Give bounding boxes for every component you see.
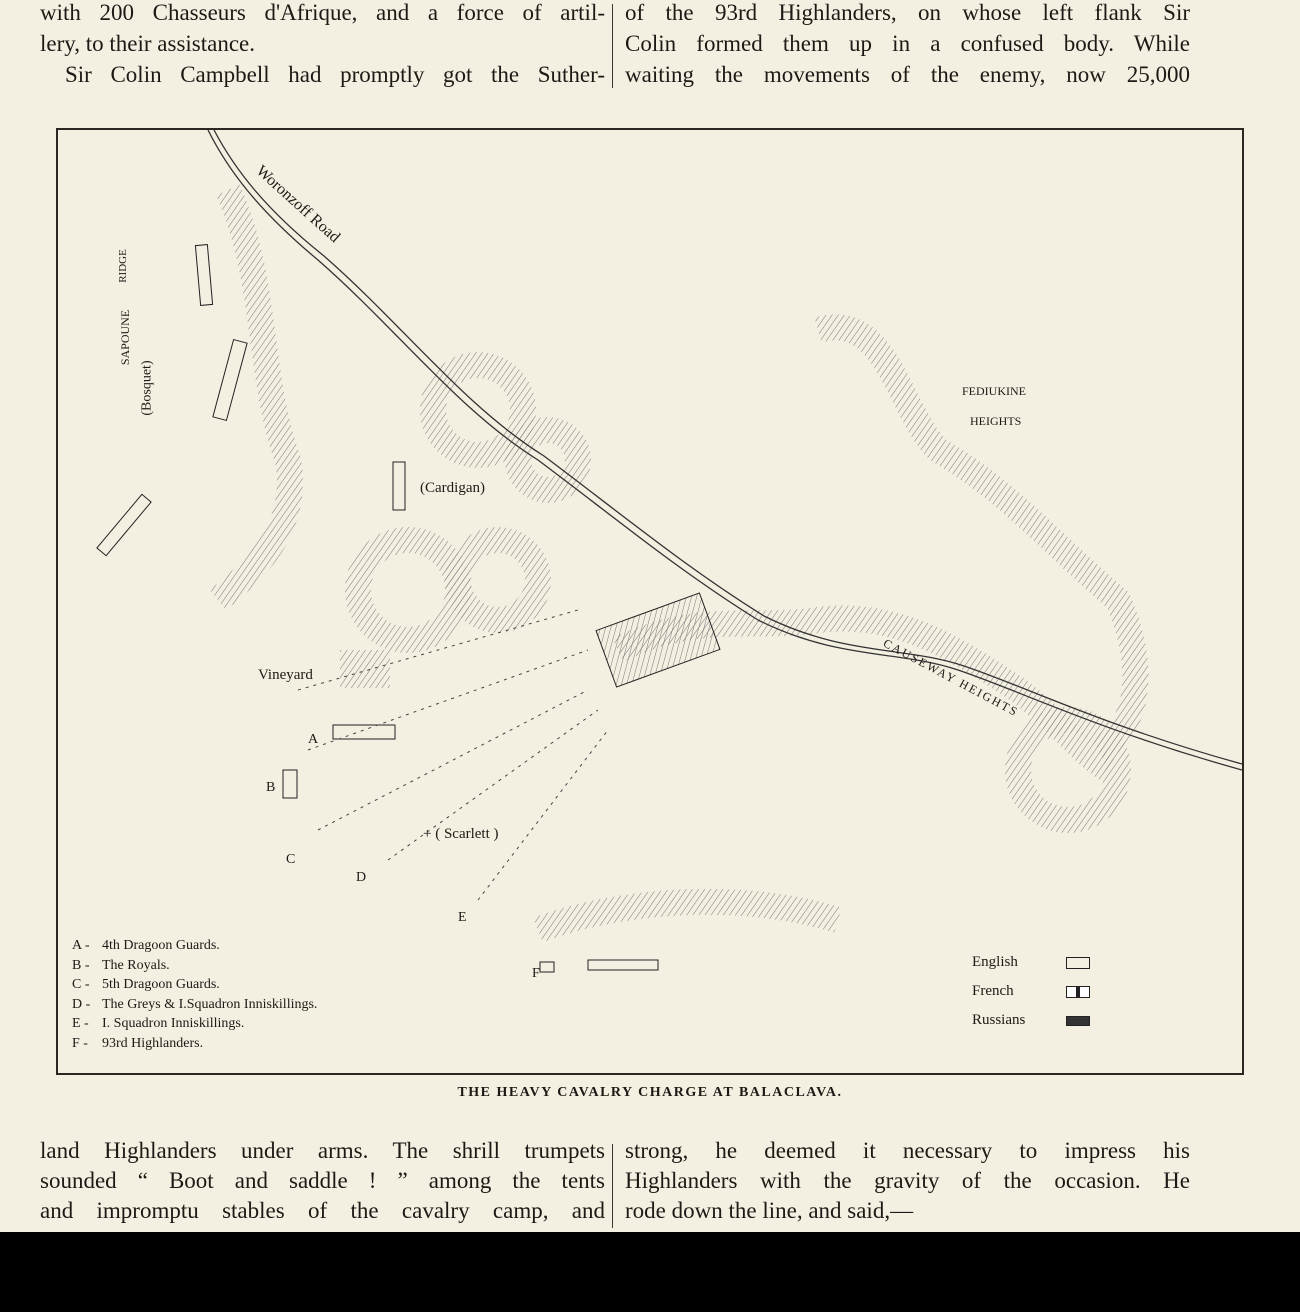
- text-line: of the 93rd Highlanders, on whose left flank Sir: [625, 0, 1190, 25]
- causeway-label: CAUSEWAY HEIGHTS: [880, 635, 1022, 720]
- legend-text: 5th Dragoon Guards.: [102, 977, 220, 992]
- top-left-column: [40, 0, 605, 90]
- legend-key: D -: [72, 996, 91, 1012]
- legend-row: [72, 936, 317, 956]
- symbol-key: [972, 948, 1090, 1035]
- bottom-left-column: [40, 1136, 605, 1226]
- legend-row: [72, 995, 317, 1015]
- legend-row: [72, 1034, 317, 1054]
- english-symbol-icon: [1066, 957, 1090, 969]
- marker-a: A: [308, 732, 319, 747]
- text-line: Sir Colin Campbell had promptly got the Suther-: [65, 62, 605, 87]
- sapoune-label: SAPOUNE: [118, 309, 133, 366]
- fediukine-label: FEDIUKINE: [962, 384, 1026, 398]
- ridge-label: RIDGE: [116, 249, 129, 283]
- column-divider: [612, 4, 613, 88]
- battle-map: [56, 128, 1244, 1075]
- map-drawing: [58, 130, 1242, 1073]
- legend-key: E -: [72, 1016, 89, 1031]
- legend-text: The Greys & I.Squadron Inniskillings.: [102, 996, 318, 1012]
- legend-text: The Royals.: [102, 957, 170, 973]
- text-line: strong, he deemed it necessary to impress his: [625, 1138, 1190, 1163]
- text-line: Colin formed them up in a confused body. While: [625, 31, 1190, 56]
- vineyard-label: Vineyard: [258, 667, 313, 683]
- legend-key: F -: [72, 1035, 88, 1051]
- marker-c: C: [286, 852, 296, 867]
- key-english: English: [972, 954, 1018, 970]
- marker-e: E: [458, 910, 467, 925]
- legend-key: C -: [72, 977, 90, 992]
- text-line: sounded “ Boot and saddle ! ” among the tents: [40, 1168, 605, 1193]
- text-line: with 200 Chasseurs d'Afrique, and a force of artil-: [40, 0, 605, 25]
- marker-f: F: [532, 966, 540, 981]
- legend-key: A -: [72, 938, 90, 953]
- column-divider: [612, 1144, 613, 1228]
- road-label: Woronzoff Road: [252, 162, 344, 247]
- bosquet-label: (Bosquet): [139, 360, 155, 416]
- heights-label: HEIGHTS: [970, 414, 1022, 428]
- text-line: Highlanders with the gravity of the occasion. He: [625, 1168, 1190, 1193]
- vineyard: [340, 650, 390, 688]
- legend-row: [72, 956, 317, 976]
- scarlett-label: + ( Scarlett ): [423, 826, 499, 842]
- text-line: waiting the movements of the enemy, now 25,000: [625, 62, 1190, 87]
- key-french: French: [972, 983, 1014, 999]
- legend-text: 93rd Highlanders.: [102, 1035, 204, 1051]
- text-line: lery, to their assistance.: [40, 31, 256, 56]
- key-russians: Russians: [972, 1012, 1026, 1028]
- map-caption: THE HEAVY CAVALRY CHARGE AT BALACLAVA.: [457, 1085, 843, 1100]
- troop-blocks: [97, 245, 720, 972]
- legend-row: [72, 975, 317, 995]
- legend-text: I. Squadron Inniskillings.: [102, 1016, 245, 1031]
- bottom-right-column: [625, 1136, 1190, 1226]
- bottom-black-band: [0, 1232, 1300, 1312]
- text-line: land Highlanders under arms. The shrill trumpets: [40, 1138, 605, 1163]
- french-symbol-icon: [1066, 986, 1090, 998]
- marker-d: D: [356, 870, 367, 885]
- text-line: rode down the line, and said,—: [625, 1198, 914, 1223]
- marker-b: B: [266, 780, 276, 795]
- legend-key: B -: [72, 957, 90, 973]
- russian-symbol-icon: [1066, 1016, 1090, 1026]
- cardigan-label: (Cardigan): [420, 480, 485, 496]
- legend-row: [72, 1014, 317, 1034]
- hills: [218, 190, 1135, 930]
- text-line: and impromptu stables of the cavalry camp, and: [40, 1198, 605, 1223]
- map-legend: [72, 936, 317, 1053]
- top-right-column: [625, 0, 1190, 90]
- legend-text: 4th Dragoon Guards.: [102, 938, 220, 953]
